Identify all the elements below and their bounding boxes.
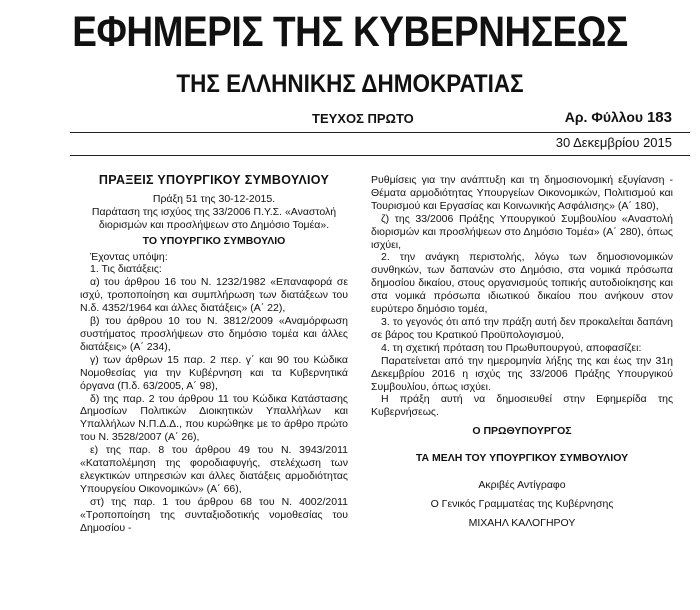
right-column bbox=[371, 174, 673, 530]
gazette-title: ΕΦΗΜΕΡΙΣ ΤΗΣ ΚΥΒΕΡΝΗΣΕΩΣ bbox=[72, 8, 628, 56]
gazette-subtitle: ΤΗΣ ΕΛΛΗΝΙΚΗΣ ΔΗΜΟΚΡΑΤΙΑΣ bbox=[176, 70, 524, 98]
issue-label: ΤΕΥΧΟΣ ΠΡΩΤΟ bbox=[312, 111, 414, 126]
pm-signature-heading: Ο ΠΡΩΘΥΠΟΥΡΓΟΣ bbox=[472, 425, 572, 438]
sheet-label: Αρ. Φύλλου bbox=[564, 109, 644, 125]
act-subject: Παράταση της ισχύος της 33/2006 Π.Υ.Σ. «Αναστολή διορισμών και προσλήψεων στο Δημόσιο Τομέα». bbox=[91, 205, 337, 231]
paragraph: ε) της παρ. 8 του άρθρου 49 του Ν. 3943/2011 «Καταπολέμηση της φοροδιαφυγής, στελέχωση των ελεγκτικών υπηρεσιών και άλλες διατάξεις αρμοδιότητας Υπουργείου Οικονομικών» (Α΄ 66), bbox=[80, 444, 348, 495]
paragraph: 4. τη σχετική πρόταση του Πρωθυπουργού, αποφασίζει: bbox=[381, 341, 642, 354]
sheet-number-block bbox=[565, 109, 672, 126]
section-title: ΠΡΑΞΕΙΣ ΥΠΟΥΡΓΙΚΟΥ ΣΥΜΒΟΥΛΙΟΥ bbox=[98, 173, 330, 187]
act-number: Πράξη 51 της 30-12-2015. bbox=[152, 192, 276, 205]
secretary-title: Ο Γενικός Γραμματέας της Κυβέρνησης bbox=[430, 497, 614, 510]
paragraph: 3. το γεγονός ότι από την πράξη αυτή δεν προκαλείται δαπάνη σε βάρος του Κρατικού Προϋπολογισμού, bbox=[371, 315, 673, 341]
issue-row bbox=[0, 109, 700, 129]
paragraph: ζ) της 33/2006 Πράξης Υπουργικού Συμβουλίου «Αναστολή διορισμών και προσλήψεων στο Δημόσιο Τομέα» (Α΄ 280), όπως ισχύει, bbox=[371, 212, 673, 251]
paragraph: 1. Τις διατάξεις: bbox=[90, 263, 162, 276]
secretary-name: ΜΙΧΑΗΛ ΚΑΛΟΓΗΡΟΥ bbox=[468, 516, 576, 529]
paragraph: Παρατείνεται από την ημερομηνία λήξης της και έως την 31η Δεκεμβρίου 2016 η ισχύς της 33/2006 Πράξης Υπουργικού Συμβουλίου, όπως ισχύει. bbox=[371, 354, 673, 393]
paragraph: α) του άρθρου 16 του Ν. 1232/1982 «Επαναφορά σε ισχύ, τροποποίηση και συμπλήρωση των διατάξεων του Ν.δ. 4352/1964 και άλλες διατάξεις» (Α΄ 22), bbox=[80, 276, 348, 315]
council-heading: ΤΟ ΥΠΟΥΡΓΙΚΟ ΣΥΜΒΟΥΛΙΟ bbox=[142, 234, 286, 247]
considering-line: Έχοντας υπόψη: bbox=[90, 250, 168, 263]
header-rule-bottom bbox=[70, 155, 690, 156]
members-heading: ΤΑ ΜΕΛΗ ΤΟΥ ΥΠΟΥΡΓΙΚΟΥ ΣΥΜΒΟΥΛΙΟΥ bbox=[415, 452, 629, 465]
left-column bbox=[80, 174, 348, 534]
paragraph: 2. την ανάγκη περιστολής, λόγω των δημοσιονομικών συνθηκών, των δαπανών στο Δημόσιο, στα νομικά πρόσωπα δημοσίου δικαίου, στους οργανισμούς τοπικής αυτοδιοίκησης και στα νομικά πρόσωπα ιδιωτικού δικαίου που ανήκουν στον ευρύτερο δημόσιο τομέα, bbox=[371, 251, 673, 316]
paragraph: Η πράξη αυτή να δημοσιευθεί στην Εφημερίδα της Κυβερνήσεως. bbox=[371, 393, 673, 419]
sheet-number: 183 bbox=[646, 109, 672, 126]
true-copy-label: Ακριβές Αντίγραφο bbox=[478, 479, 566, 492]
paragraph: β) του άρθρου 10 του Ν. 3812/2009 «Αναμόρφωση συστήματος προσλήψεων στο δημόσιο τομέα και άλλες διατάξεις» (Α΄ 234), bbox=[80, 315, 348, 353]
paragraph: δ) της παρ. 2 του άρθρου 11 του Κώδικα Κατάστασης Δημοσίων Πολιτικών Διοικητικών Υπαλλήλων και Υπαλλήλων Ν.Π.Δ.Δ., που κυρώθηκε με το άρθρο πρώτο του Ν. 3528/2007 (Α΄ 26), bbox=[80, 392, 348, 444]
paragraph: γ) των άρθρων 15 παρ. 2 περ. γ΄ και 90 του Κώδικα Νομοθεσίας για την Κυβέρνηση και τα Κυβερνητικά όργανα (Π.δ. 63/2005, Α΄ 98), bbox=[80, 353, 348, 392]
paragraph: Ρυθμίσεις για την ανάπτυξη και τη δημοσιονομική εξυγίανση - Θέματα αρμοδιότητας Υπουργείων Οικονομικών, Πολιτισμού και Τουρισμού και Εργασίας και Κοινωνικής Ασφάλισης» (Α΄ 180), bbox=[371, 174, 673, 212]
paragraph: στ) της παρ. 1 του άρθρου 68 του Ν. 4002/2011 «Τροποποίηση της συνταξιοδοτικής νομοθεσίας του Δημοσίου - bbox=[80, 495, 348, 534]
issue-date: 30 Δεκεμβρίου 2015 bbox=[555, 135, 672, 150]
header-rule-top bbox=[70, 132, 690, 133]
